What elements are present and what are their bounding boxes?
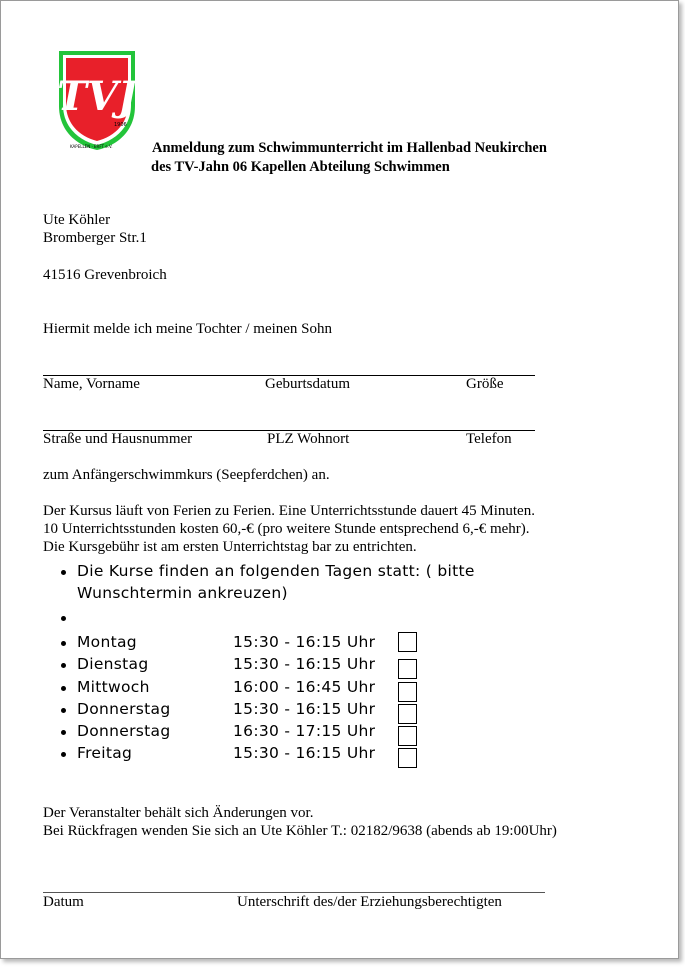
bullet [61, 686, 66, 691]
schedule-time: 16:30 - 17:15 Uhr [233, 722, 376, 740]
checkbox-dienstag[interactable] [398, 659, 417, 679]
label-name: Name, Vorname [43, 376, 140, 392]
schedule-time: 15:30 - 16:15 Uhr [233, 633, 376, 651]
label-phone: Telefon [466, 431, 512, 447]
footer-note2: Bei Rückfragen wenden Sie sich an Ute Köhler T.: 02182/9638 (abends ab 19:00Uhr) [43, 823, 557, 839]
date-label: Datum [43, 894, 84, 910]
signature-label: Unterschrift des/der Erziehungsberechtigten [237, 894, 502, 910]
bullet-empty [61, 616, 66, 621]
address-city: 41516 Grevenbroich [43, 267, 167, 283]
bullet [61, 752, 66, 757]
page-title-line2: des TV-Jahn 06 Kapellen Abteilung Schwimmen [151, 159, 450, 175]
club-logo [56, 48, 138, 152]
schedule-time: 15:30 - 16:15 Uhr [233, 655, 376, 673]
logo-ring-text: KAPELLEN · ERFT e.V. [70, 144, 113, 149]
label-birthdate: Geburtsdatum [265, 376, 350, 392]
address-street: Bromberger Str.1 [43, 230, 147, 246]
bullet [61, 663, 66, 668]
checkbox-freitag[interactable] [398, 748, 417, 768]
label-street: Straße und Hausnummer [43, 431, 193, 447]
bullet [61, 730, 66, 735]
bullet [61, 708, 66, 713]
label-city: PLZ Wohnort [267, 431, 350, 447]
schedule-day: Montag [77, 633, 137, 651]
schedule-time: 15:30 - 16:15 Uhr [233, 744, 376, 762]
logo-year: 1906 [114, 122, 127, 128]
label-size: Größe [466, 376, 504, 392]
schedule-day: Dienstag [77, 655, 149, 673]
bullet [61, 641, 66, 646]
schedule-day: Mittwoch [77, 678, 150, 696]
checkbox-donnerstag-2[interactable] [398, 726, 417, 746]
bullet [61, 570, 66, 575]
info-line1: Der Kursus läuft von Ferien zu Ferien. Eine Unterrichtsstunde dauert 45 Minuten. [43, 503, 535, 519]
schedule-intro-line2: Wunschtermin ankreuzen) [77, 584, 288, 602]
checkbox-donnerstag-1[interactable] [398, 704, 417, 724]
intro-text: Hiermit melde ich meine Tochter / meinen Sohn [43, 321, 333, 337]
info-line2: 10 Unterrichtsstunden kosten 60,-€ (pro weitere Stunde entsprechend 6,-€ mehr). [43, 521, 530, 537]
page-title-line1: Anmeldung zum Schwimmunterricht im Hallenbad Neukirchen [152, 140, 547, 156]
checkbox-montag[interactable] [398, 632, 417, 652]
info-line3: Die Kursgebühr ist am ersten Unterrichtstag bar zu entrichten. [43, 539, 417, 555]
checkbox-mittwoch[interactable] [398, 682, 417, 702]
address-name: Ute Köhler [43, 212, 111, 228]
footer-note1: Der Veranstalter behält sich Änderungen vor. [43, 805, 314, 821]
schedule-time: 16:00 - 16:45 Uhr [233, 678, 376, 696]
schedule-intro-line1: Die Kurse finden an folgenden Tagen statt: ( bitte [77, 562, 475, 580]
schedule-day: Freitag [77, 744, 133, 762]
schedule-time: 15:30 - 16:15 Uhr [233, 700, 376, 718]
course-line: zum Anfängerschwimmkurs (Seepferdchen) an. [43, 467, 330, 483]
schedule-day: Donnerstag [77, 722, 171, 740]
logo-monogram: TVJ [57, 73, 137, 120]
schedule-day: Donnerstag [77, 700, 171, 718]
signature-line[interactable] [43, 892, 545, 893]
